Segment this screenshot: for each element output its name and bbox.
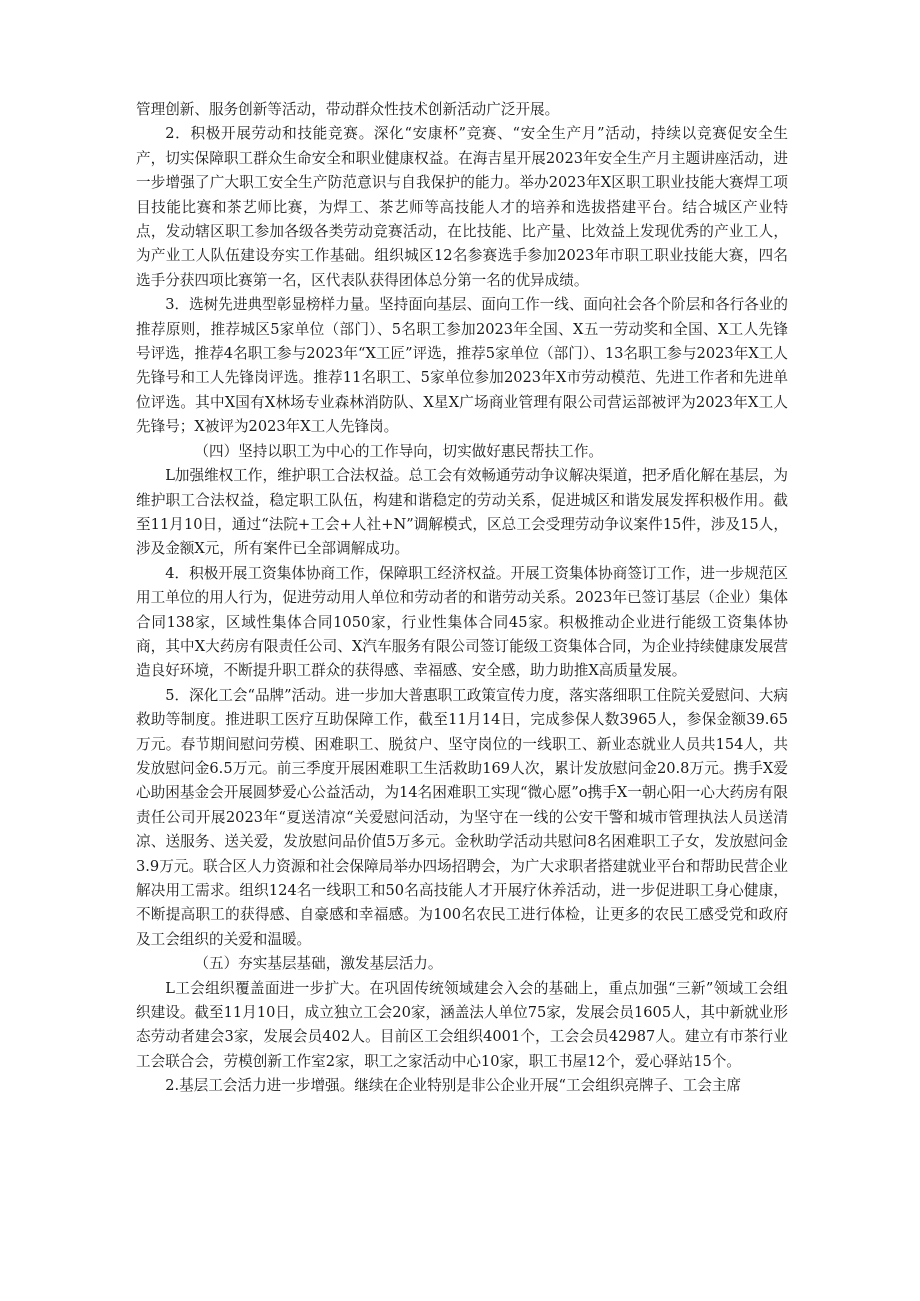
paragraph-continuation: 管理创新、服务创新等活动，带动群众性技术创新活动广泛开展。 (136, 101, 560, 118)
paragraph-labor-skill-competition: 2．积极开展劳动和技能竞赛。深化“安康杯”竞赛、“安全生产月”活动，持续以竞赛促安全生产，切实保障职工群众生命安全和职业健康权益。在海吉星开展2023年安全生产月主题讲座活动，进一步增强了广大职工安全生产防范意识与自我保护的能力。举办2023年X区职工职业技能大赛焊工项目技能比赛和茶艺师比赛，为焊工、茶艺师等高技能人才的培养和选拔搭建平台。结合城区产业特点，发动辖区职工参加各级各类劳动竞赛活动，在比技能、比产量、比效益上发现优秀的产业工人，为产业工人队伍建设夯实工作基础。组织城区12名参赛选手参加2023年市职工职业技能大赛，四名选手分获四项比赛第一名，区代表队获得团体总分第一名的优异成绩。 (136, 125, 788, 289)
paragraph-grassroots-vitality: 2.基层工会活力进一步增强。继续在企业特别是非公企业开展“工会组织亮牌子、工会主席 (165, 1077, 742, 1095)
paragraph-union-coverage: L工会组织覆盖面进一步扩大。在巩固传统领域建会入会的基础上，重点加强“三新”领域工会组织建设。截至11月10日，成立独立工会20家，涵盖法人单位75家，发展会员1605人，其中新就业形态劳动者建会3家，发展会员402人。目前区工会组织4001个，工会会员42987人。建立有市茶行业工会联合会，劳模创新工作室2家，职工之家活动中心10家，职工书屋12个，爱心驿站15个。 (136, 979, 788, 1070)
section-heading-4: （四）坚持以职工为中心的工作导向，切实做好惠民帮扶工作。 (194, 442, 604, 460)
document-page (136, 98, 788, 1099)
paragraph-collective-wage: 4．积极开展工资集体协商工作，保障职工经济权益。开展工资集体协商签订工作，进一步规范区用工单位的用人行为，促进劳动用人单位和劳动者的和谐劳动关系。2023年已签订基层（企业）集体合同138家，区域性集体合同1050家，行业性集体合同45家。积极推动企业进行能级工资集体协商，其中X大药房有限责任公司、X汽车服务有限公司签订能级工资集体合同，为企业持续健康发展营造良好环境，不断提升职工群众的获得感、幸福感、安全感，助力助推X高质量发展。 (136, 564, 788, 680)
section-heading-5: （五）夯实基层基础，激发基层活力。 (194, 955, 443, 973)
paragraph-model-workers: 3．选树先进典型彰显榜样力量。坚持面向基层、面向工作一线、面向社会各个阶层和各行各业的推荐原则，推荐城区5家单位（部门）、5名职工参加2023年全国、X五一劳动奖和全国、X工人先锋号评选，推荐4名职工参与2023年“X工匠”评选，推荐5家单位（部门）、13名职工参与2023年X工人先锋号和工人先锋岗评选。推荐11名职工、5家单位参加2023年X市劳动模范、先进工作者和先进单位评选。其中X国有X林场专业森林消防队、X星X广场商业管理有限公司营运部被评为2023年X工人先锋号；X被评为2023年X工人先锋岗。 (136, 296, 788, 436)
paragraph-brand-activities: 5．深化工会“品牌”活动。进一步加大普惠职工政策宣传力度，落实落细职工住院关爱慰问、大病救助等制度。推进职工医疗互助保障工作，截至11月14日，完成参保人数3965人，参保金额39.65万元。春节期间慰问劳模、困难职工、脱贫户、坚守岗位的一线职工、新业态就业人员共154人，共发放慰问金6.5万元。前三季度开展困难职工生活救助169人次，累计发放慰问金20.8万元。携手X爱心助困基金会开展圆梦爱心公益活动，为14名困难职工实现“微心愿”o携手X一朝心阳一心大药房有限责任公司开展2023年“夏送清凉“关爱慰问活动，为坚守在一线的公安干警和城市管理执法人员送清凉、送服务、送关爱，发放慰问品价值5万多元。金秋助学活动共慰问8名困难职工子女，发放慰问金3.9万元。联合区人力资源和社会保障局举办四场招聘会，为广大求职者搭建就业平台和帮助民营企业解决用工需求。组织124名一线职工和50名高技能人才开展疗休养活动，进一步促进职工身心健康，不断提高职工的获得感、自豪感和幸福感。为100名农民工进行体检，让更多的农民工感受党和政府及工会组织的关爱和温暖。 (136, 686, 788, 948)
paragraph-rights-protection: L加强维权工作，维护职工合法权益。总工会有效畅通劳动争议解决渠道，把矛盾化解在基层，为维护职工合法权益，稳定职工队伍，构建和谐稳定的劳动关系，促进城区和谐发展发挥积极作用。截至11月10日，通过“法院+工会+人社+N”调解模式，区总工会受理劳动争议案件15件，涉及15人，涉及金额X元，所有案件已全部调解成功。 (136, 467, 788, 558)
